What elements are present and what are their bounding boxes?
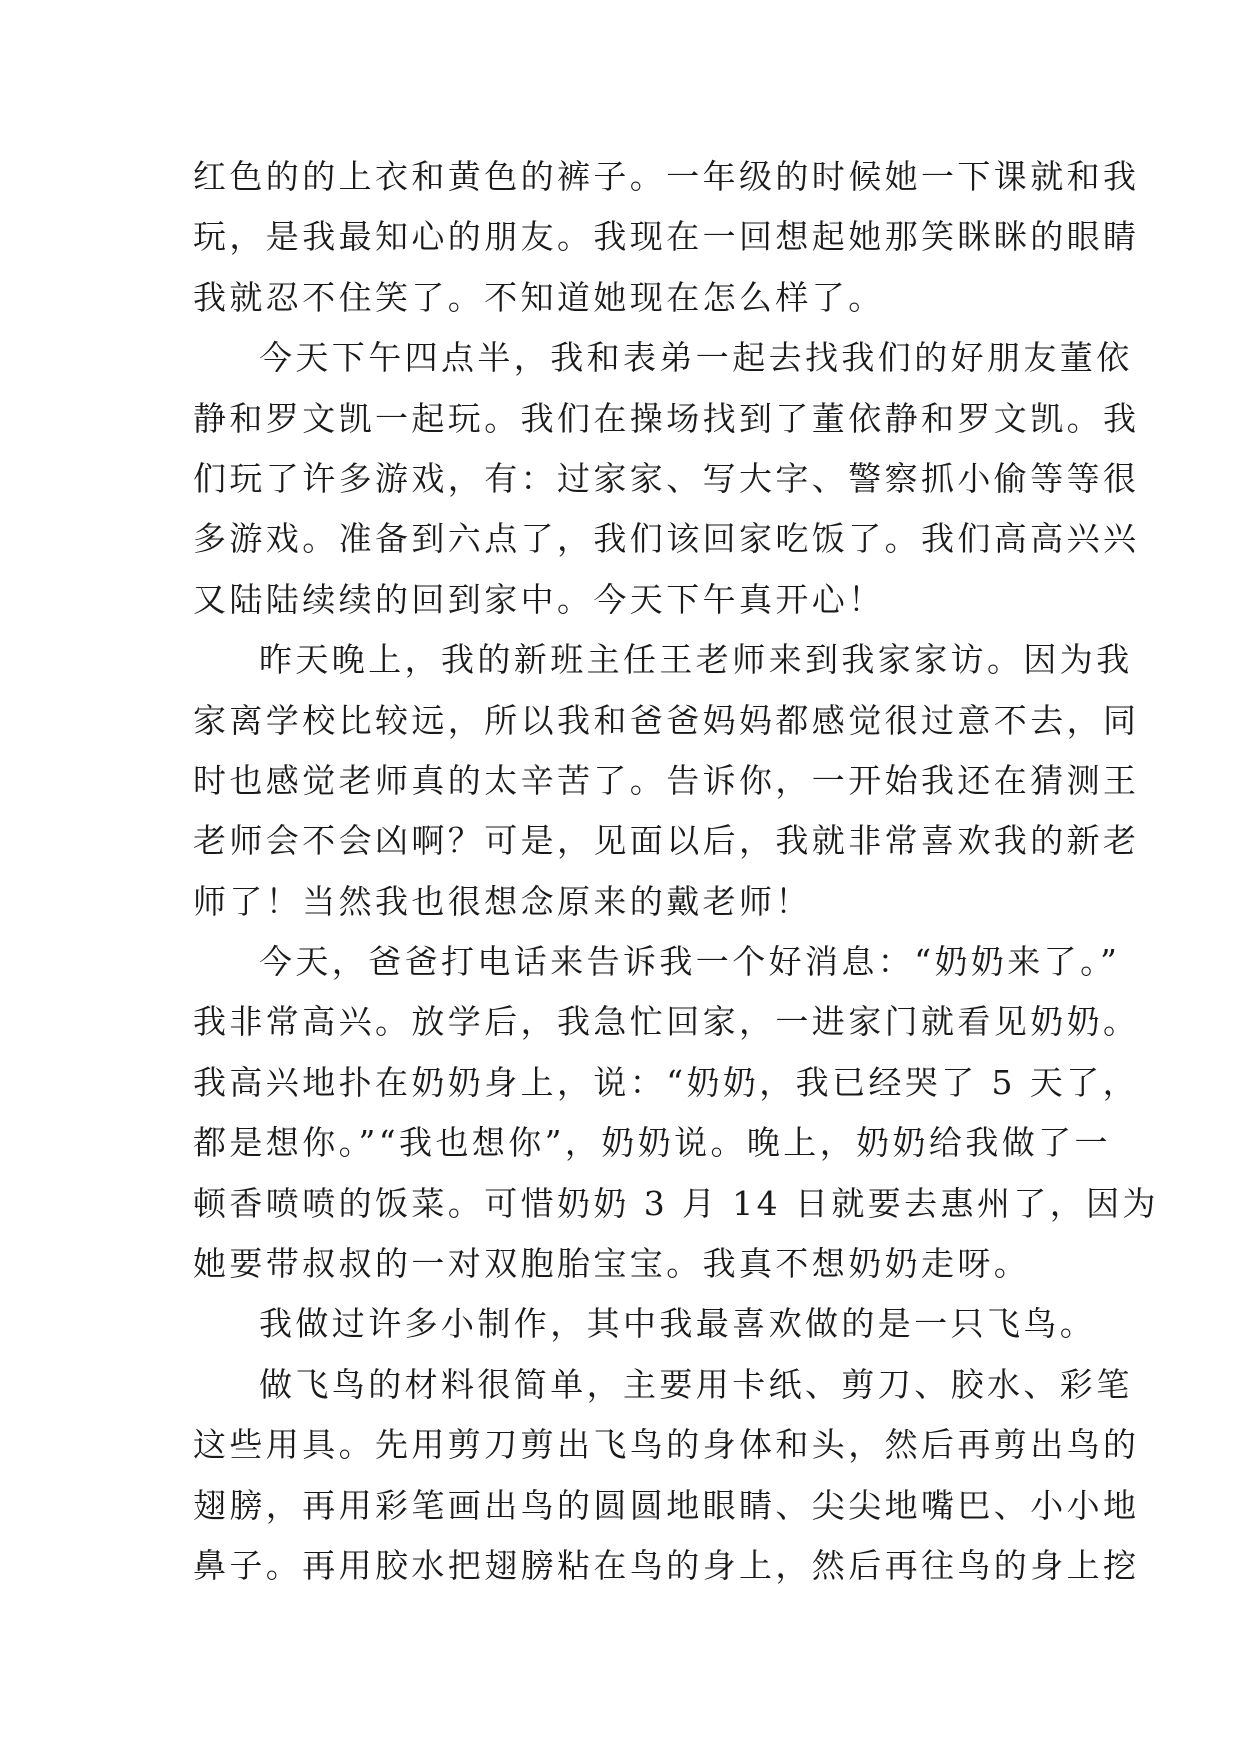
text-line: 这些用具。先用剪刀剪出飞鸟的身体和头，然后再剪出鸟的 — [193, 1425, 1140, 1465]
text-line: 今天，爸爸打电话来告诉我一个好消息：“奶奶来了。” — [259, 942, 1121, 982]
text-line: 我高兴地扑在奶奶身上，说：“奶奶，我已经哭了 5 天了， — [193, 1062, 1140, 1102]
text-line: 静和罗文凯一起玩。我们在操场找到了董依静和罗文凯。我 — [193, 398, 1140, 438]
text-line: 家离学校比较远，所以我和爸爸妈妈都感觉很过意不去，同 — [193, 700, 1140, 740]
text-line: 都是想你。”“我也想你”，奶奶说。晚上，奶奶给我做了一 — [193, 1123, 1111, 1163]
paragraph — [193, 147, 1140, 328]
text-line: 玩，是我最知心的朋友。我现在一回想起她那笑眯眯的眼睛 — [193, 217, 1140, 257]
text-line: 我做过许多小制作，其中我最喜欢做的是一只飞鸟。 — [259, 1304, 1097, 1344]
text-line: 师了！当然我也很想念原来的戴老师！ — [193, 881, 812, 921]
text-line: 鼻子。再用胶水把翅膀粘在鸟的身上，然后再往鸟的身上挖 — [193, 1545, 1140, 1585]
text-line: 她要带叔叔的一对双胞胎宝宝。我真不想奶奶走呀。 — [193, 1244, 1031, 1284]
paragraph — [193, 630, 1140, 932]
paragraph — [193, 1355, 1140, 1597]
text-line: 我非常高兴。放学后，我急忙回家，一进家门就看见奶奶。 — [193, 1002, 1140, 1042]
document-page — [193, 147, 1159, 1596]
text-line: 昨天晚上，我的新班主任王老师来到我家家访。因为我 — [259, 640, 1133, 680]
text-line: 今天下午四点半，我和表弟一起去找我们的好朋友董依 — [259, 338, 1133, 378]
text-line: 多游戏。准备到六点了，我们该回家吃饭了。我们高高兴兴 — [193, 519, 1140, 559]
text-line: 红色的的上衣和黄色的裤子。一年级的时候她一下课就和我 — [193, 157, 1140, 196]
text-line: 翅膀，再用彩笔画出鸟的圆圆地眼睛、尖尖地嘴巴、小小地 — [193, 1485, 1140, 1525]
text-line: 我就忍不住笑了。不知道她现在怎么样了。 — [193, 277, 885, 317]
text-line: 时也感觉老师真的太辛苦了。告诉你，一开始我还在猜测王 — [193, 760, 1140, 800]
paragraph — [193, 932, 1159, 1294]
paragraph — [193, 1294, 1097, 1354]
text-line: 们玩了许多游戏，有：过家家、写大字、警察抓小偷等等很 — [193, 458, 1140, 498]
text-line: 老师会不会凶啊？可是，见面以后，我就非常喜欢我的新老 — [193, 821, 1140, 861]
text-line: 又陆陆续续的回到家中。今天下午真开心！ — [193, 579, 885, 619]
text-line: 做飞鸟的材料很简单，主要用卡纸、剪刀、胶水、彩笔 — [259, 1364, 1133, 1404]
paragraph — [193, 328, 1140, 630]
text-line: 顿香喷喷的饭菜。可惜奶奶 3 月 14 日就要去惠州了，因为 — [193, 1183, 1159, 1223]
